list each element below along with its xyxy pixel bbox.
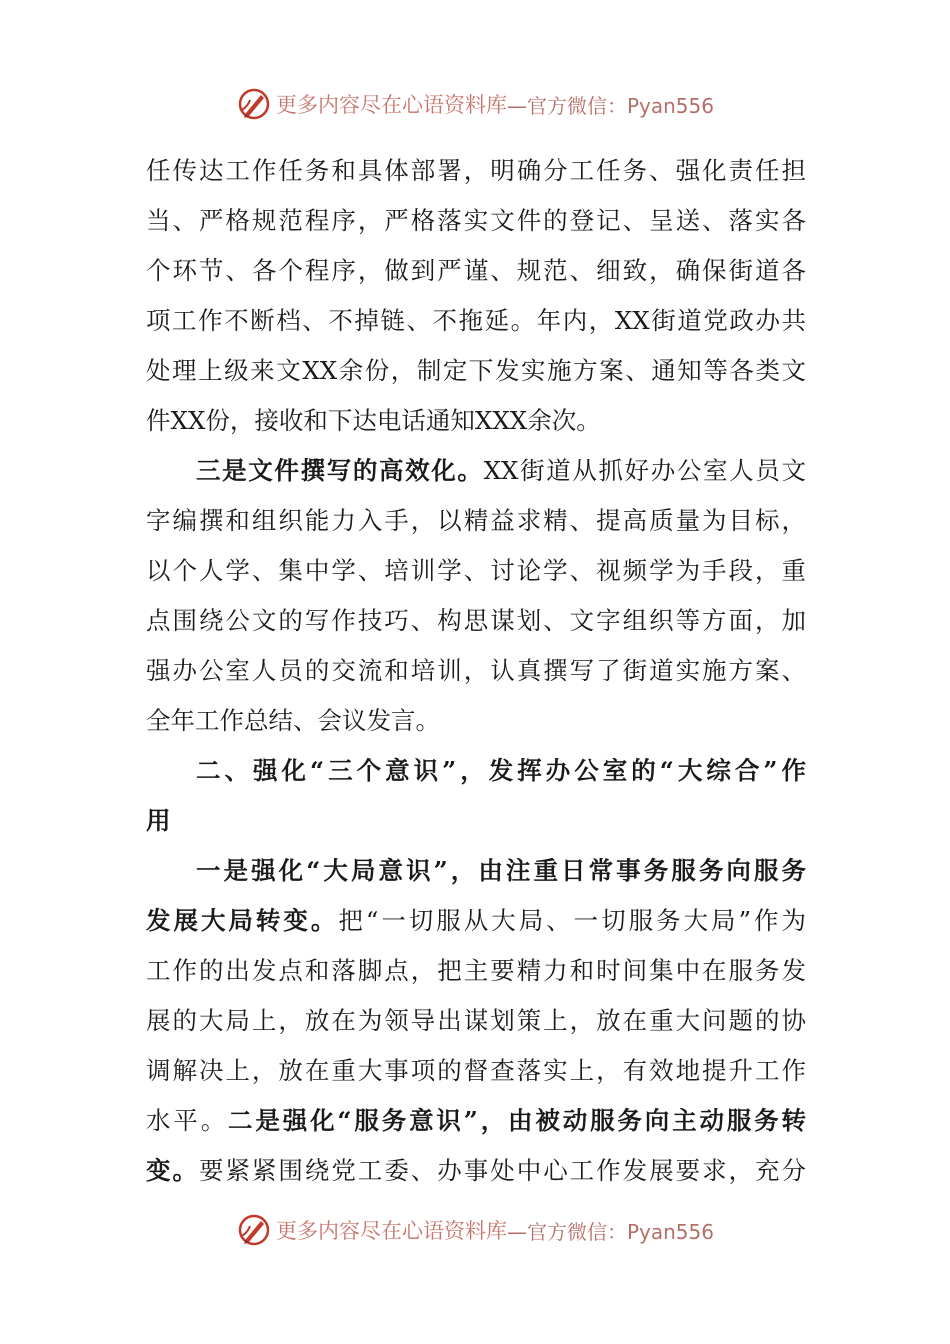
footer-banner (0, 1210, 950, 1250)
mixed-line (146, 1096, 806, 1146)
text-span: XX街道从抓好办公室人员文 (483, 456, 806, 485)
document-body (146, 146, 806, 1196)
text-line: 全年工作总结、会议发言。 (146, 706, 440, 735)
text-line: 展的大局上，放在为领导出谋划策上，放在重大问题的协 (146, 1006, 806, 1035)
section-heading-cont: 用 (146, 806, 171, 835)
header-banner (0, 84, 950, 124)
text-line: 点围绕公文的写作技巧、构思谋划、文字组织等方面，加 (146, 606, 806, 635)
text-line: 强办公室人员的交流和培训，认真撰写了街道实施方案、 (146, 656, 806, 685)
bold-span: 发展大局转变。 (146, 906, 339, 935)
bold-line: 一是强化“大局意识”，由注重日常事务服务向服务 (196, 856, 806, 885)
mixed-line (146, 896, 806, 946)
text-line: 工作的出发点和落脚点，把主要精力和时间集中在服务发 (146, 956, 806, 985)
header-brand-text: 更多内容尽在心语资料库 (275, 93, 507, 117)
bold-span: 二是强化“服务意识”，由被动服务向主动服务转 (228, 1106, 806, 1135)
pen-logo-icon (236, 1212, 272, 1248)
bold-lead: 三是文件撰写的高效化。 (196, 456, 484, 485)
footer-brand-text: 更多内容尽在心语资料库 (275, 1219, 507, 1243)
text-line: 任传达工作任务和具体部署，明确分工任务、强化责任担 (146, 156, 806, 185)
text-line: 字编撰和组织能力入手，以精益求精、提高质量为目标， (146, 506, 806, 535)
text-line: 处理上级来文XX余份，制定下发实施方案、通知等各类文 (146, 356, 806, 385)
bold-span: 变。 (146, 1156, 199, 1185)
text-span: 要紧紧围绕党工委、办事处中心工作发展要求，充分 (198, 1156, 806, 1185)
footer-wechat-text: —官方微信：Pyan556 (506, 1219, 714, 1244)
section-heading: 二、强化“三个意识”，发挥办公室的“大综合”作 (196, 756, 806, 785)
text-line: 项工作不断档、不掉链、不拖延。年内，XX街道党政办共 (146, 306, 806, 335)
text-span: 把“一切服从大局、一切服务大局”作为 (338, 906, 806, 935)
text-line: 个环节、各个程序，做到严谨、规范、细致，确保街道各 (146, 256, 806, 285)
text-line: 调解决上，放在重大事项的督查落实上，有效地提升工作 (146, 1056, 806, 1085)
header-wechat-text: —官方微信：Pyan556 (506, 93, 714, 118)
text-line: 件XX份，接收和下达电话通知XXX余次。 (146, 406, 601, 435)
text-line: 以个人学、集中学、培训学、讨论学、视频学为手段，重 (146, 556, 806, 585)
mixed-line (146, 1146, 806, 1196)
pen-logo-icon (236, 86, 272, 122)
text-span: 水平。 (146, 1106, 229, 1135)
text-line: 当、严格规范程序，严格落实文件的登记、呈送、落实各 (146, 206, 806, 235)
paragraph-first-line (146, 446, 806, 496)
